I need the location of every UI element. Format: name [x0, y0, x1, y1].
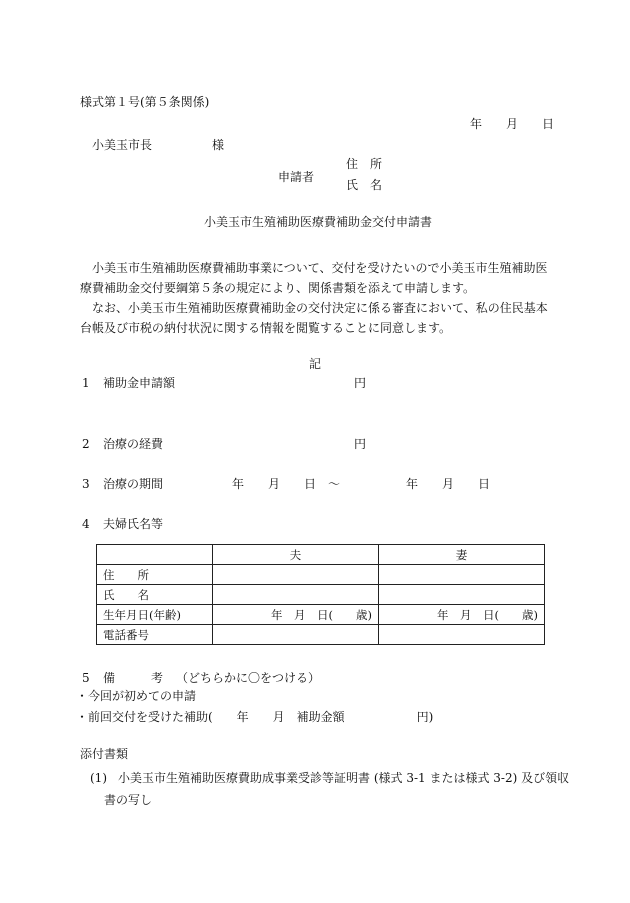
header-wife: 妻 — [379, 545, 545, 565]
date-line: 年 月 日 — [470, 117, 555, 131]
table-header-row — [97, 545, 545, 565]
husband-address-cell[interactable] — [213, 565, 379, 585]
attachment-item1-line1: 小美玉市生殖補助医療費助成事業受診等証明書 (様式 3-1 または様式 3-2) 及び領収 — [118, 771, 570, 785]
addressee: 小美玉市長 様 — [92, 138, 225, 152]
remark-option-first-application: ・今回が初めての申請 — [76, 689, 197, 703]
body-paragraph-1: 小美玉市生殖補助医療費補助事業について、交付を受けたいので小美玉市生殖補助医療費補助金交付要綱第５条の規定により、関係書類を添えて申請します。 — [80, 261, 548, 295]
item3-number: 3 — [82, 477, 90, 491]
remark-option-previous-subsidy: ・前回交付を受けた補助( 年 月 補助金額 円) — [76, 710, 434, 724]
item5-number: 5 — [82, 671, 90, 685]
item1-unit: 円 — [354, 376, 367, 390]
wife-phone-cell[interactable] — [379, 625, 545, 645]
wife-birthdate-cell[interactable]: 年 月 日( 歳) — [379, 605, 545, 625]
form-number: 様式第１号(第５条関係) — [80, 95, 210, 109]
applicant-label: 申請者 — [278, 170, 315, 184]
row-label-name: 氏 名 — [97, 585, 213, 605]
header-blank — [97, 545, 213, 565]
item1-label: 補助金申請額 — [103, 376, 176, 390]
applicant-name-label: 氏 名 — [346, 178, 383, 192]
row-label-address: 住 所 — [97, 565, 213, 585]
document-title: 小美玉市生殖補助医療費補助金交付申請書 — [204, 215, 433, 229]
row-label-birthdate: 生年月日(年齢) — [97, 605, 213, 625]
item2-unit: 円 — [354, 437, 367, 451]
attachment-item1-number: (1) — [90, 771, 107, 785]
item1-number: 1 — [82, 376, 90, 390]
item3-label: 治療の期間 — [103, 477, 164, 491]
item2-number: 2 — [82, 437, 90, 451]
ki-mark: 記 — [309, 357, 322, 371]
husband-phone-cell[interactable] — [213, 625, 379, 645]
husband-name-cell[interactable] — [213, 585, 379, 605]
item5-label: 備 考 — [103, 671, 164, 685]
wife-name-cell[interactable] — [379, 585, 545, 605]
attachment-item1-line2: 書の写し — [104, 793, 153, 807]
item4-label: 夫婦氏名等 — [103, 517, 164, 531]
applicant-address-label: 住 所 — [346, 157, 383, 171]
table-row — [97, 605, 545, 625]
item5-note: （どちらかに〇をつける） — [176, 671, 321, 685]
item3-period-from: 年 月 日 〜 — [232, 477, 341, 491]
row-label-phone: 電話番号 — [97, 625, 213, 645]
item2-label: 治療の経費 — [103, 437, 164, 451]
header-husband: 夫 — [213, 545, 379, 565]
spouse-info-table — [96, 544, 545, 645]
table-row — [97, 585, 545, 605]
table-row — [97, 565, 545, 585]
wife-address-cell[interactable] — [379, 565, 545, 585]
item4-number: 4 — [82, 517, 90, 531]
husband-birthdate-cell[interactable]: 年 月 日( 歳) — [213, 605, 379, 625]
item3-period-to: 年 月 日 — [406, 477, 491, 491]
attachments-heading: 添付書類 — [80, 747, 129, 761]
table-row — [97, 625, 545, 645]
body-paragraph-2: なお、小美玉市生殖補助医療費補助金の交付決定に係る審査において、私の住民基本台帳及び市税の納付状況に関する情報を閲覧することに同意します。 — [80, 301, 548, 335]
